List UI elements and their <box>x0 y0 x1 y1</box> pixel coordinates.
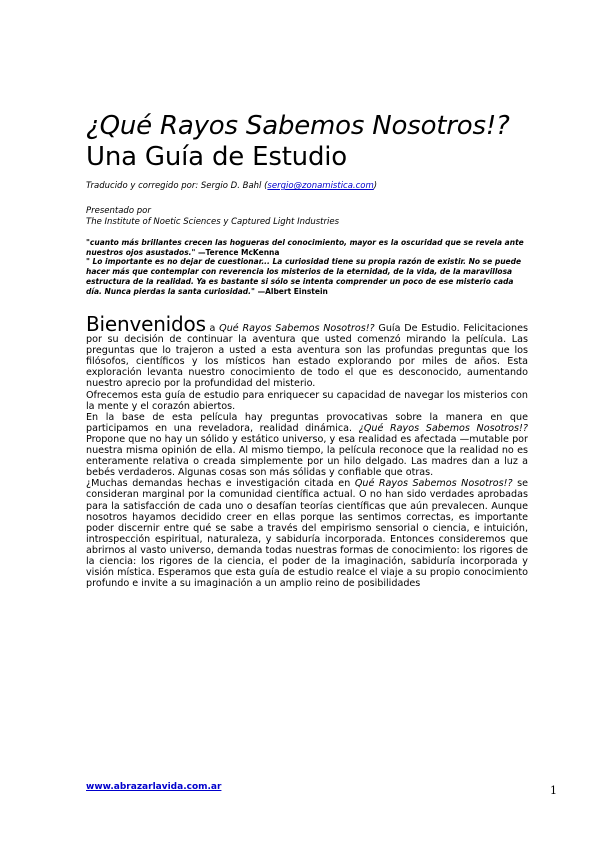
epigraph-quotes <box>86 238 526 296</box>
p4-film-title: Qué Rayos Sabemos Nosotros!? <box>354 478 513 490</box>
page-subtitle: Una Guía de Estudio <box>86 142 347 172</box>
page-number: 1 <box>550 784 557 797</box>
quote-mckenna-author: —Terence McKenna <box>198 247 280 257</box>
welcome-heading: Bienvenidos <box>86 312 206 336</box>
presented-by <box>86 206 339 228</box>
p3-film-title: ¿Qué Rayos Sabemos Nosotros!? <box>358 422 528 434</box>
p4-text-b: se consideran marginal por la comunidad científica actual. O no han sido verdades aprobadas para la satisfacción de cada uno o desafían teorías científicas que aún prevalecen. Aunque nosotros hayamos decidido creer en ellas porque las sentimos correctas, es importante poder discernir entre qué se sabe a través del empirismo sensorial o ciencia, e intuición, introspección espiritual, naturaleza, y sabiduría incorporada. Entonces consideremos que abrirnos al vasto universo, demanda todas nuestras formas de conocimiento: los rigores de la ciencia: los rigores de la ciencia, el poder de la imaginación, sabiduría incorporada y visión mística. Esperamos que esta guía de estudio realce el viaje a su propio conocimiento profundo e invite a su imaginación a un amplio reino de posibilidades <box>86 478 529 590</box>
credits-suffix: ) <box>373 181 378 191</box>
presenters: The Institute of Noetic Sciences y Captured Light Industries <box>86 217 340 227</box>
quote-einstein-author: —Albert Einstein <box>257 286 328 296</box>
body-text <box>86 314 528 589</box>
paragraph-claims <box>86 478 528 589</box>
credits-prefix: Traducido y corregido por: Sergio D. Bahl ( <box>86 181 268 191</box>
quote-einstein: " Lo importante es no dejar de cuestionar... La curiosidad tiene su propia razón de existir. No se puede hacer más que contemplar con reverencia los misterios de la eternidad, de la vida, de la maravillosa estructura de la realidad. Ya es bastante si sólo se intenta comprender un poco de ese misterio cada día. Nunca pierdas la santa curiosidad." <box>86 257 522 296</box>
footer-website-link[interactable]: www.abrazarlavida.com.ar <box>86 782 222 792</box>
paragraph-offer: Ofrecemos esta guía de estudio para enriquecer su capacidad de navegar los misterios con la mente y el corazón abiertos. <box>86 389 528 412</box>
paragraph-reality <box>86 412 528 479</box>
presented-label: Presentado por <box>86 206 151 216</box>
p3-text-a: En la base de esta película hay preguntas provocativas sobre la manera en que participamos en una reveladora, realidad dinámica. <box>86 411 528 434</box>
page-title: ¿Qué Rayos Sabemos Nosotros!? <box>86 111 510 141</box>
p4-text-a: ¿Muchas demandas hechas e investigación citada en <box>86 478 355 490</box>
quote-mckenna: "cuanto más brillantes crecen las hogueras del conocimiento, mayor es la oscuridad que se revela ante nuestros ojos asustados." <box>86 238 524 257</box>
translator-email-link[interactable]: sergio@zonamistica.com <box>267 181 374 191</box>
p3-text-b: Propone que no hay un sólido y estático universo, y esa realidad es afectada —mutable por nuestra misma opinión de ella. Al mismo tiempo, la película reconoce que la realidad no es enteramente relativa o creada simplemente por un hilo delgado. Las madres dan a luz a bebés verdaderos. Algunas cosas son más sólidas y confiable que otras. <box>86 433 528 479</box>
p1-connector: a <box>205 323 220 334</box>
p1-text: Guía De Estudio. Felicitaciones por su decisión de continuar la aventura que usted comenzó mirando la película. Las preguntas que lo trajeron a usted a esta aventura son las profundas preguntas que los filósofos, científicos y los místicos han estado explorando por miles de años. Esta exploración levanta nuestro conocimiento de todo el que es desconocido, aumentando nuestro aprecio por la profundidad del misterio. <box>86 323 528 390</box>
p1-film-title: Qué Rayos Sabemos Nosotros!? <box>219 323 375 334</box>
paragraph-welcome <box>86 314 528 390</box>
translator-credits <box>86 181 377 192</box>
